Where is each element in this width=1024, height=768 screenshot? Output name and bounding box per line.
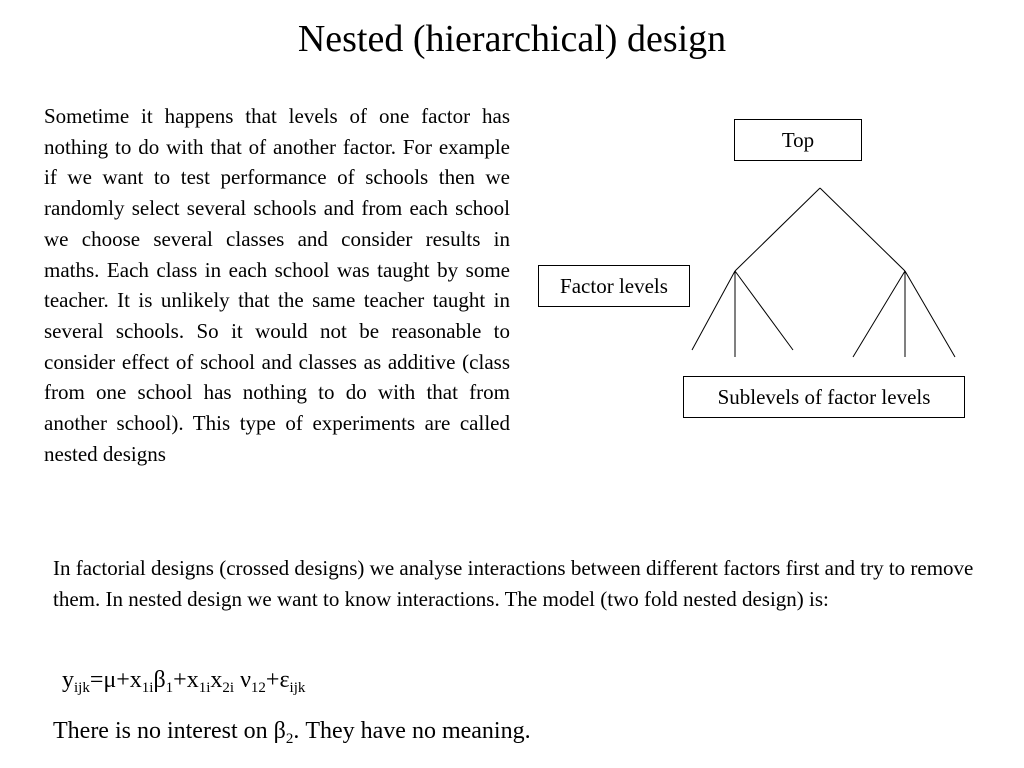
sublevels-box [683, 376, 965, 418]
top-label: Top [781, 128, 815, 152]
tree-branch-top-left [735, 188, 820, 271]
formula-y: y [62, 667, 74, 693]
formula-eps-sub: ijk [289, 680, 306, 696]
tree-branch-left-c [735, 271, 793, 350]
formula-y-sub: ijk [74, 680, 90, 696]
formula-beta-sub: 1 [165, 680, 174, 696]
top-label-box [734, 119, 862, 161]
factor-levels-box [538, 265, 690, 307]
formula-beta: β [153, 667, 166, 693]
conclusion-before: There is no interest on β [53, 718, 286, 744]
conclusion-line [53, 716, 531, 746]
tree-branch-right-a [853, 271, 905, 357]
tree-branch-top-right [820, 188, 905, 271]
conclusion-after: . They have no meaning. [293, 718, 531, 744]
tree-branch-right-c [905, 271, 955, 357]
sublevels-label: Sublevels of factor levels [717, 385, 931, 409]
tree-branch-left-a [692, 271, 735, 350]
formula-nu-sub: 12 [250, 680, 266, 696]
formula-x1b-sub: 1i [198, 680, 211, 696]
formula-x2: x [210, 667, 223, 693]
formula-plus-x: +x [173, 667, 199, 693]
page-title: Nested (hierarchical) design [297, 18, 727, 60]
intro-paragraph: Sometime it happens that levels of one factor has nothing to do with that of another factor. For example if we want to test performance of schools then we randomly select several schools and from each school we choose several classes and consider results in maths. Each class in each school was taught by some teacher. It is unlikely that the same teacher taught in several schools. So it would not be reasonable to consider effect of school and classes as additive (class from one school has nothing to do with that from another school). This type of experiments are called nested designs [44, 104, 510, 466]
conclusion-sub: 2 [285, 731, 294, 747]
formula-plus-eps: +ε [265, 667, 290, 693]
factor-levels-label: Factor levels [560, 274, 668, 298]
model-formula [62, 665, 305, 695]
crossed-design-paragraph: In factorial designs (crossed designs) we analyse interactions between different factors first and try to remove them. In nested design we want to know interactions. The model (two fold nested design) is: [53, 556, 974, 611]
formula-x2-sub: 2i [222, 680, 235, 696]
formula-nu: ν [234, 667, 251, 693]
formula-eq-mu: =μ+x [89, 667, 142, 693]
formula-x1-sub: 1i [141, 680, 154, 696]
